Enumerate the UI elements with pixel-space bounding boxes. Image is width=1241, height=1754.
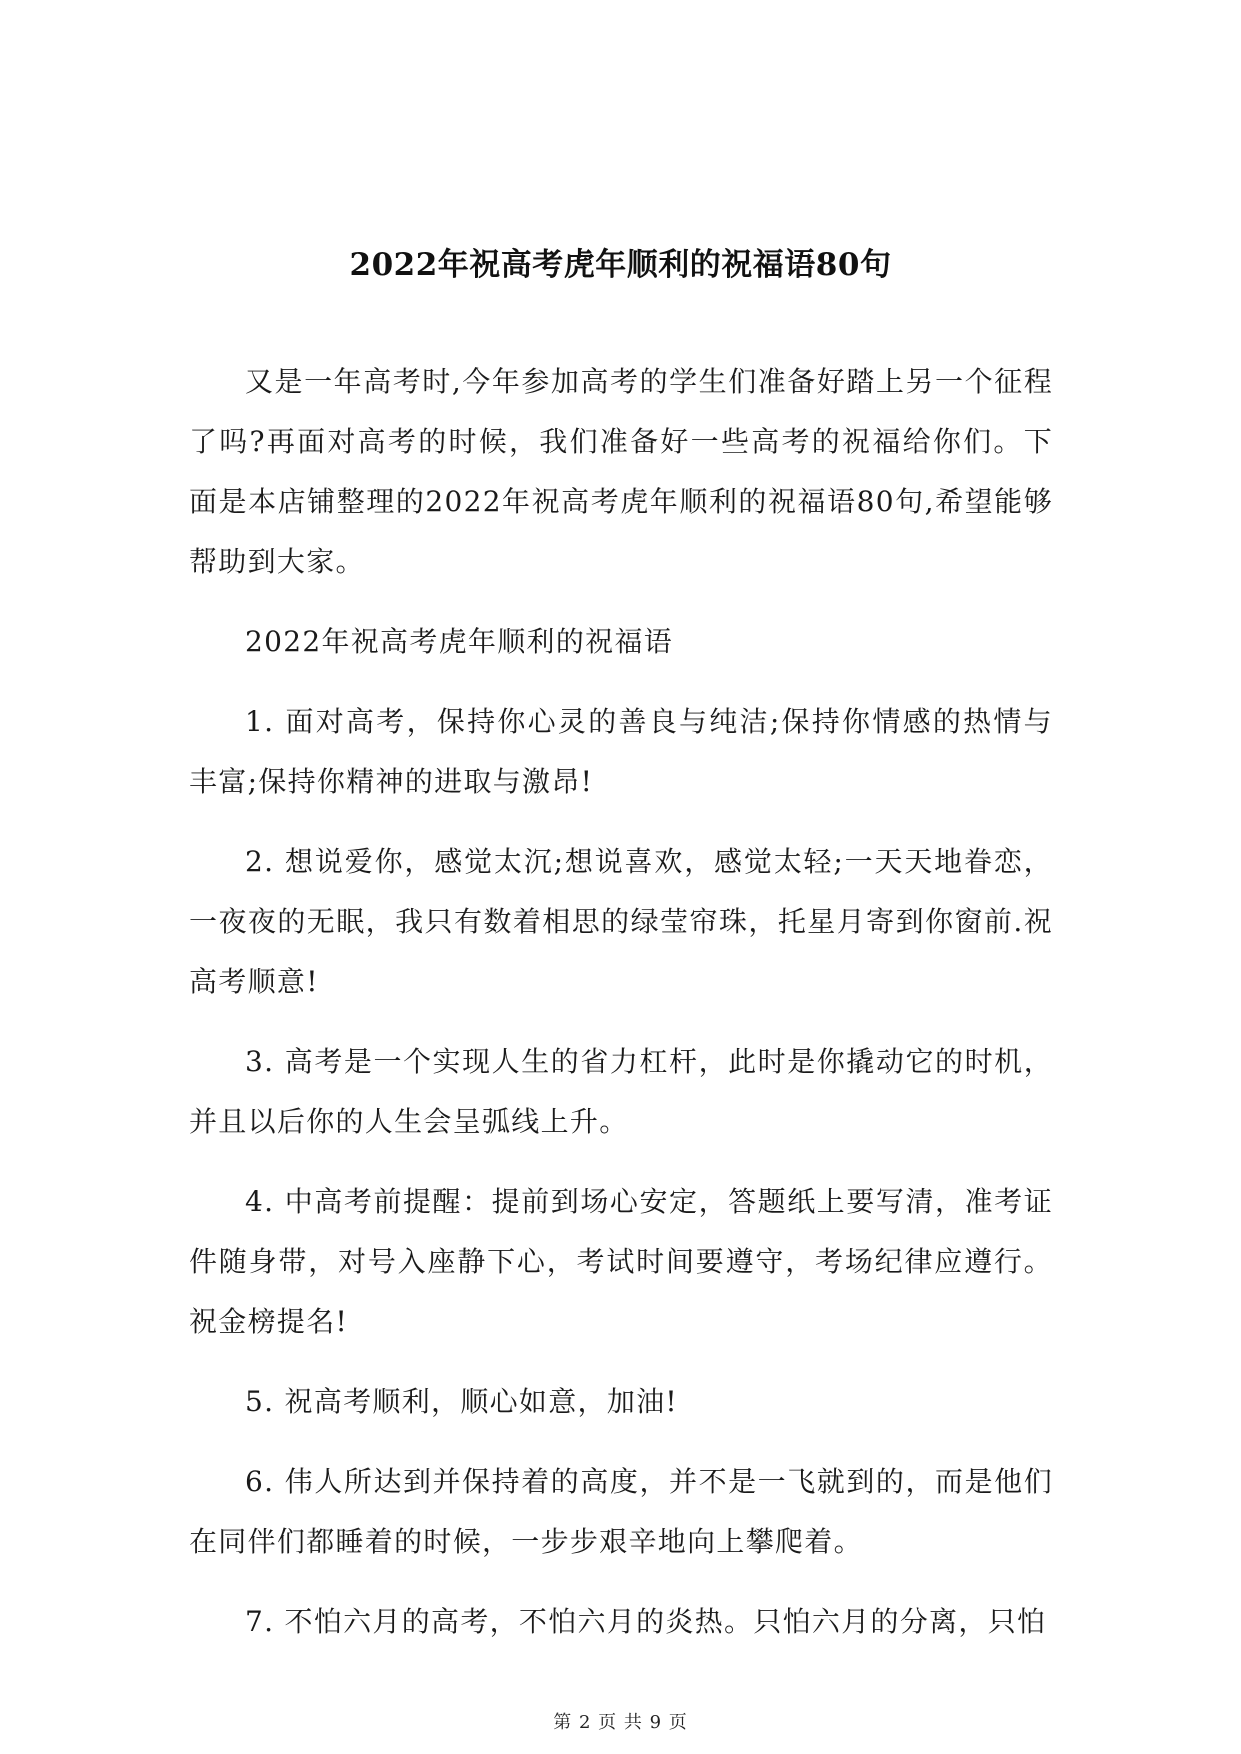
list-item: 1. 面对高考，保持你心灵的善良与纯洁;保持你情感的热情与丰富;保持你精神的进取与激昂! (189, 705, 1053, 798)
document-body (189, 352, 1053, 1672)
list-item: 3. 高考是一个实现人生的省力杠杆，此时是你撬动它的时机，并且以后你的人生会呈弧线上升。 (189, 1045, 1053, 1138)
intro-paragraph: 又是一年高考时,今年参加高考的学生们准备好踏上另一个征程了吗?再面对高考的时候，我们准备好一些高考的祝福给你们。下面是本店铺整理的2022年祝高考虎年顺利的祝福语80句,希望能够帮助到大家。 (189, 365, 1053, 578)
section-subheading: 2022年祝高考虎年顺利的祝福语 (245, 625, 674, 658)
list-item: 6. 伟人所达到并保持着的高度，并不是一飞就到的，而是他们在同伴们都睡着的时候，一步步艰辛地向上攀爬着。 (189, 1465, 1053, 1558)
list-item: 7. 不怕六月的高考，不怕六月的炎热。只怕六月的分离，只怕 (245, 1605, 1047, 1638)
list-item: 5. 祝高考顺利，顺心如意，加油! (245, 1385, 678, 1418)
list-item: 2. 想说爱你，感觉太沉;想说喜欢，感觉太轻;一天天地眷恋，一夜夜的无眠，我只有数着相思的绿莹帘珠，托星月寄到你窗前.祝高考顺意! (189, 845, 1053, 998)
document-title: 2022年祝高考虎年顺利的祝福语80句 (349, 246, 892, 283)
page-number-footer: 第 2 页 共 9 页 (553, 1712, 688, 1733)
list-item: 4. 中高考前提醒：提前到场心安定，答题纸上要写清，准考证件随身带，对号入座静下心，考试时间要遵守，考场纪律应遵行。祝金榜提名! (189, 1185, 1053, 1338)
